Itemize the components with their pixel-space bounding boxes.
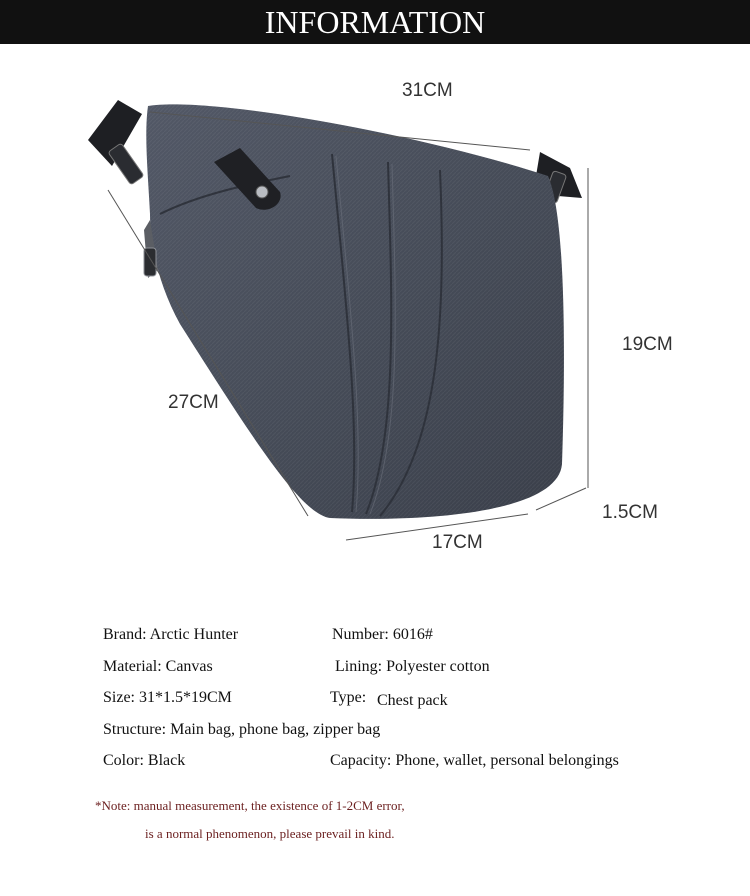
- dim-line-depth: [536, 488, 586, 510]
- spec-capacity: Capacity: Phone, wallet, personal belongings: [330, 752, 619, 769]
- dimension-depth-label: 1.5CM: [602, 502, 658, 523]
- product-image-area: [0, 44, 750, 604]
- page-title: INFORMATION: [264, 3, 486, 40]
- dimension-top-label: 31CM: [402, 80, 453, 101]
- spec-structure: Structure: Main bag, phone bag, zipper bag: [103, 721, 381, 738]
- buckle-left: [108, 143, 144, 185]
- spec-material: Material: Canvas: [103, 658, 213, 675]
- note-line-2: is a normal phenomenon, please prevail in kind.: [145, 826, 395, 841]
- spec-lining: Lining: Polyester cotton: [335, 658, 490, 675]
- header-bar: [0, 0, 750, 44]
- dimension-right-label: 19CM: [622, 334, 673, 355]
- spec-brand: Brand: Arctic Hunter: [103, 626, 239, 643]
- spec-type-value: Chest pack: [377, 692, 448, 709]
- note-line-1: *Note: manual measurement, the existence of 1-2CM error,: [95, 798, 405, 813]
- spec-number: Number: 6016#: [332, 626, 433, 643]
- spec-color: Color: Black: [103, 752, 186, 769]
- spec-size: Size: 31*1.5*19CM: [103, 689, 232, 706]
- spec-type-label: Type:: [330, 689, 367, 706]
- dimension-bottom-label: 17CM: [432, 532, 483, 553]
- snap-button: [256, 186, 268, 198]
- dimension-left-label: 27CM: [168, 392, 219, 413]
